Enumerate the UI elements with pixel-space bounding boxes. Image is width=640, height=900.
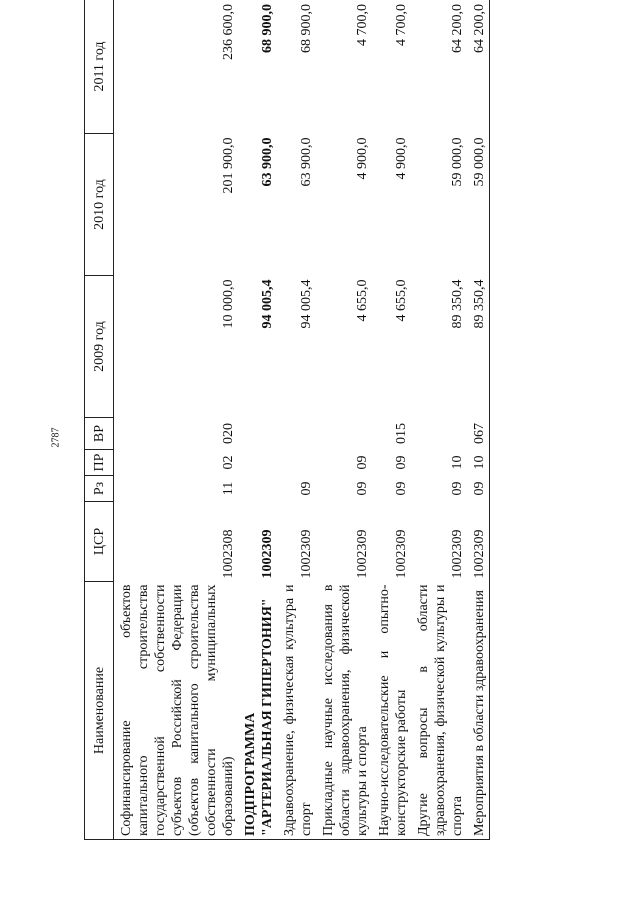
row-name: Здравоохранение, физическая культура и спорт bbox=[277, 582, 316, 840]
row-rz: 11 bbox=[221, 481, 236, 496]
row-vr bbox=[316, 418, 372, 450]
table-row bbox=[316, 0, 372, 840]
row-vr: 067 bbox=[467, 418, 490, 450]
row-pr: 10 bbox=[450, 455, 465, 470]
row-name: Мероприятия в области здравоохранения bbox=[467, 582, 490, 840]
row-name: Другие вопросы в области здравоохранения, физической культуры и спорта bbox=[411, 582, 467, 840]
row-2010: 59 000,0 bbox=[467, 134, 490, 276]
page-number: 2787 bbox=[50, 427, 62, 448]
row-pr bbox=[277, 450, 316, 476]
row-2009: 94 005,4 bbox=[260, 279, 275, 329]
row-2011: 4 700,0 bbox=[316, 0, 372, 134]
table-row bbox=[238, 0, 277, 840]
header-2011: 2011 год bbox=[85, 0, 114, 134]
row-name: Прикладные научные исследования в области здравоохранения, физической культуры и спорта bbox=[316, 582, 372, 840]
row-csr: 1002309 bbox=[299, 529, 314, 579]
row-csr: 1002309 bbox=[355, 529, 370, 579]
row-2011: 4 700,0 bbox=[372, 0, 411, 134]
row-2011: 64 200,0 bbox=[467, 0, 490, 134]
header-name: Наименование bbox=[85, 582, 114, 840]
row-rz: 09 bbox=[450, 481, 465, 496]
row-2009: 89 350,4 bbox=[450, 279, 465, 329]
row-vr bbox=[277, 418, 316, 450]
table-row bbox=[411, 0, 467, 840]
header-pr: ПР bbox=[85, 450, 114, 476]
row-2010: 63 900,0 bbox=[299, 137, 314, 187]
row-2009: 4 655,0 bbox=[355, 279, 370, 322]
row-vr: 020 bbox=[221, 423, 236, 444]
row-pr bbox=[238, 450, 277, 476]
row-2009: 94 005,4 bbox=[299, 279, 314, 329]
header-rz: Рз bbox=[85, 476, 114, 502]
row-2011: 236 600,0 bbox=[114, 0, 239, 134]
header-vr: ВР bbox=[85, 418, 114, 450]
table-row bbox=[372, 0, 411, 840]
table-row bbox=[467, 0, 490, 840]
budget-table bbox=[84, 0, 490, 840]
row-2011: 64 200,0 bbox=[411, 0, 467, 134]
row-rz: 09 bbox=[394, 481, 409, 496]
row-2009: 89 350,4 bbox=[467, 276, 490, 418]
row-name: ПОДПРОГРАММА "АРТЕРИАЛЬНАЯ ГИПЕРТОНИЯ" bbox=[238, 582, 277, 840]
row-name: Софинансирование объектов капитального строительства государственной собственности субъектов Российской Федерации (объектов капитального строительства собственности муниципальных образований) bbox=[114, 582, 239, 840]
row-2010: 4 900,0 bbox=[394, 137, 409, 180]
table-row bbox=[277, 0, 316, 840]
rotated-page-content bbox=[84, 0, 524, 840]
row-pr: 02 bbox=[221, 455, 236, 470]
row-csr: 1002308 bbox=[221, 529, 236, 579]
row-csr: 1002309 bbox=[394, 529, 409, 579]
row-vr: 015 bbox=[394, 423, 409, 444]
row-csr: 1002309 bbox=[260, 529, 275, 579]
row-vr bbox=[238, 418, 277, 450]
header-2010: 2010 год bbox=[85, 134, 114, 276]
row-2010: 201 900,0 bbox=[221, 137, 236, 194]
row-pr: 10 bbox=[467, 450, 490, 476]
row-2010: 59 000,0 bbox=[450, 137, 465, 187]
row-2010: 4 900,0 bbox=[355, 137, 370, 180]
row-csr: 1002309 bbox=[450, 529, 465, 579]
row-vr bbox=[411, 418, 467, 450]
row-name: Научно-исследовательские и опытно-конструкторские работы bbox=[372, 582, 411, 840]
row-rz: 09 bbox=[299, 481, 314, 496]
row-pr: 09 bbox=[355, 455, 370, 470]
row-rz: 09 bbox=[467, 476, 490, 502]
row-2010: 63 900,0 bbox=[260, 137, 275, 187]
header-2009: 2009 год bbox=[85, 276, 114, 418]
row-rz bbox=[238, 476, 277, 502]
row-2011: 68 900,0 bbox=[277, 0, 316, 134]
row-rz: 09 bbox=[355, 481, 370, 496]
table-header-row bbox=[85, 0, 114, 840]
row-pr: 09 bbox=[394, 455, 409, 470]
row-2009: 10 000,0 bbox=[221, 279, 236, 329]
row-2011: 68 900,0 bbox=[238, 0, 277, 134]
header-csr: ЦСР bbox=[85, 502, 114, 582]
row-2009: 4 655,0 bbox=[394, 279, 409, 322]
row-csr: 1002309 bbox=[467, 502, 490, 582]
table-row bbox=[114, 0, 239, 840]
